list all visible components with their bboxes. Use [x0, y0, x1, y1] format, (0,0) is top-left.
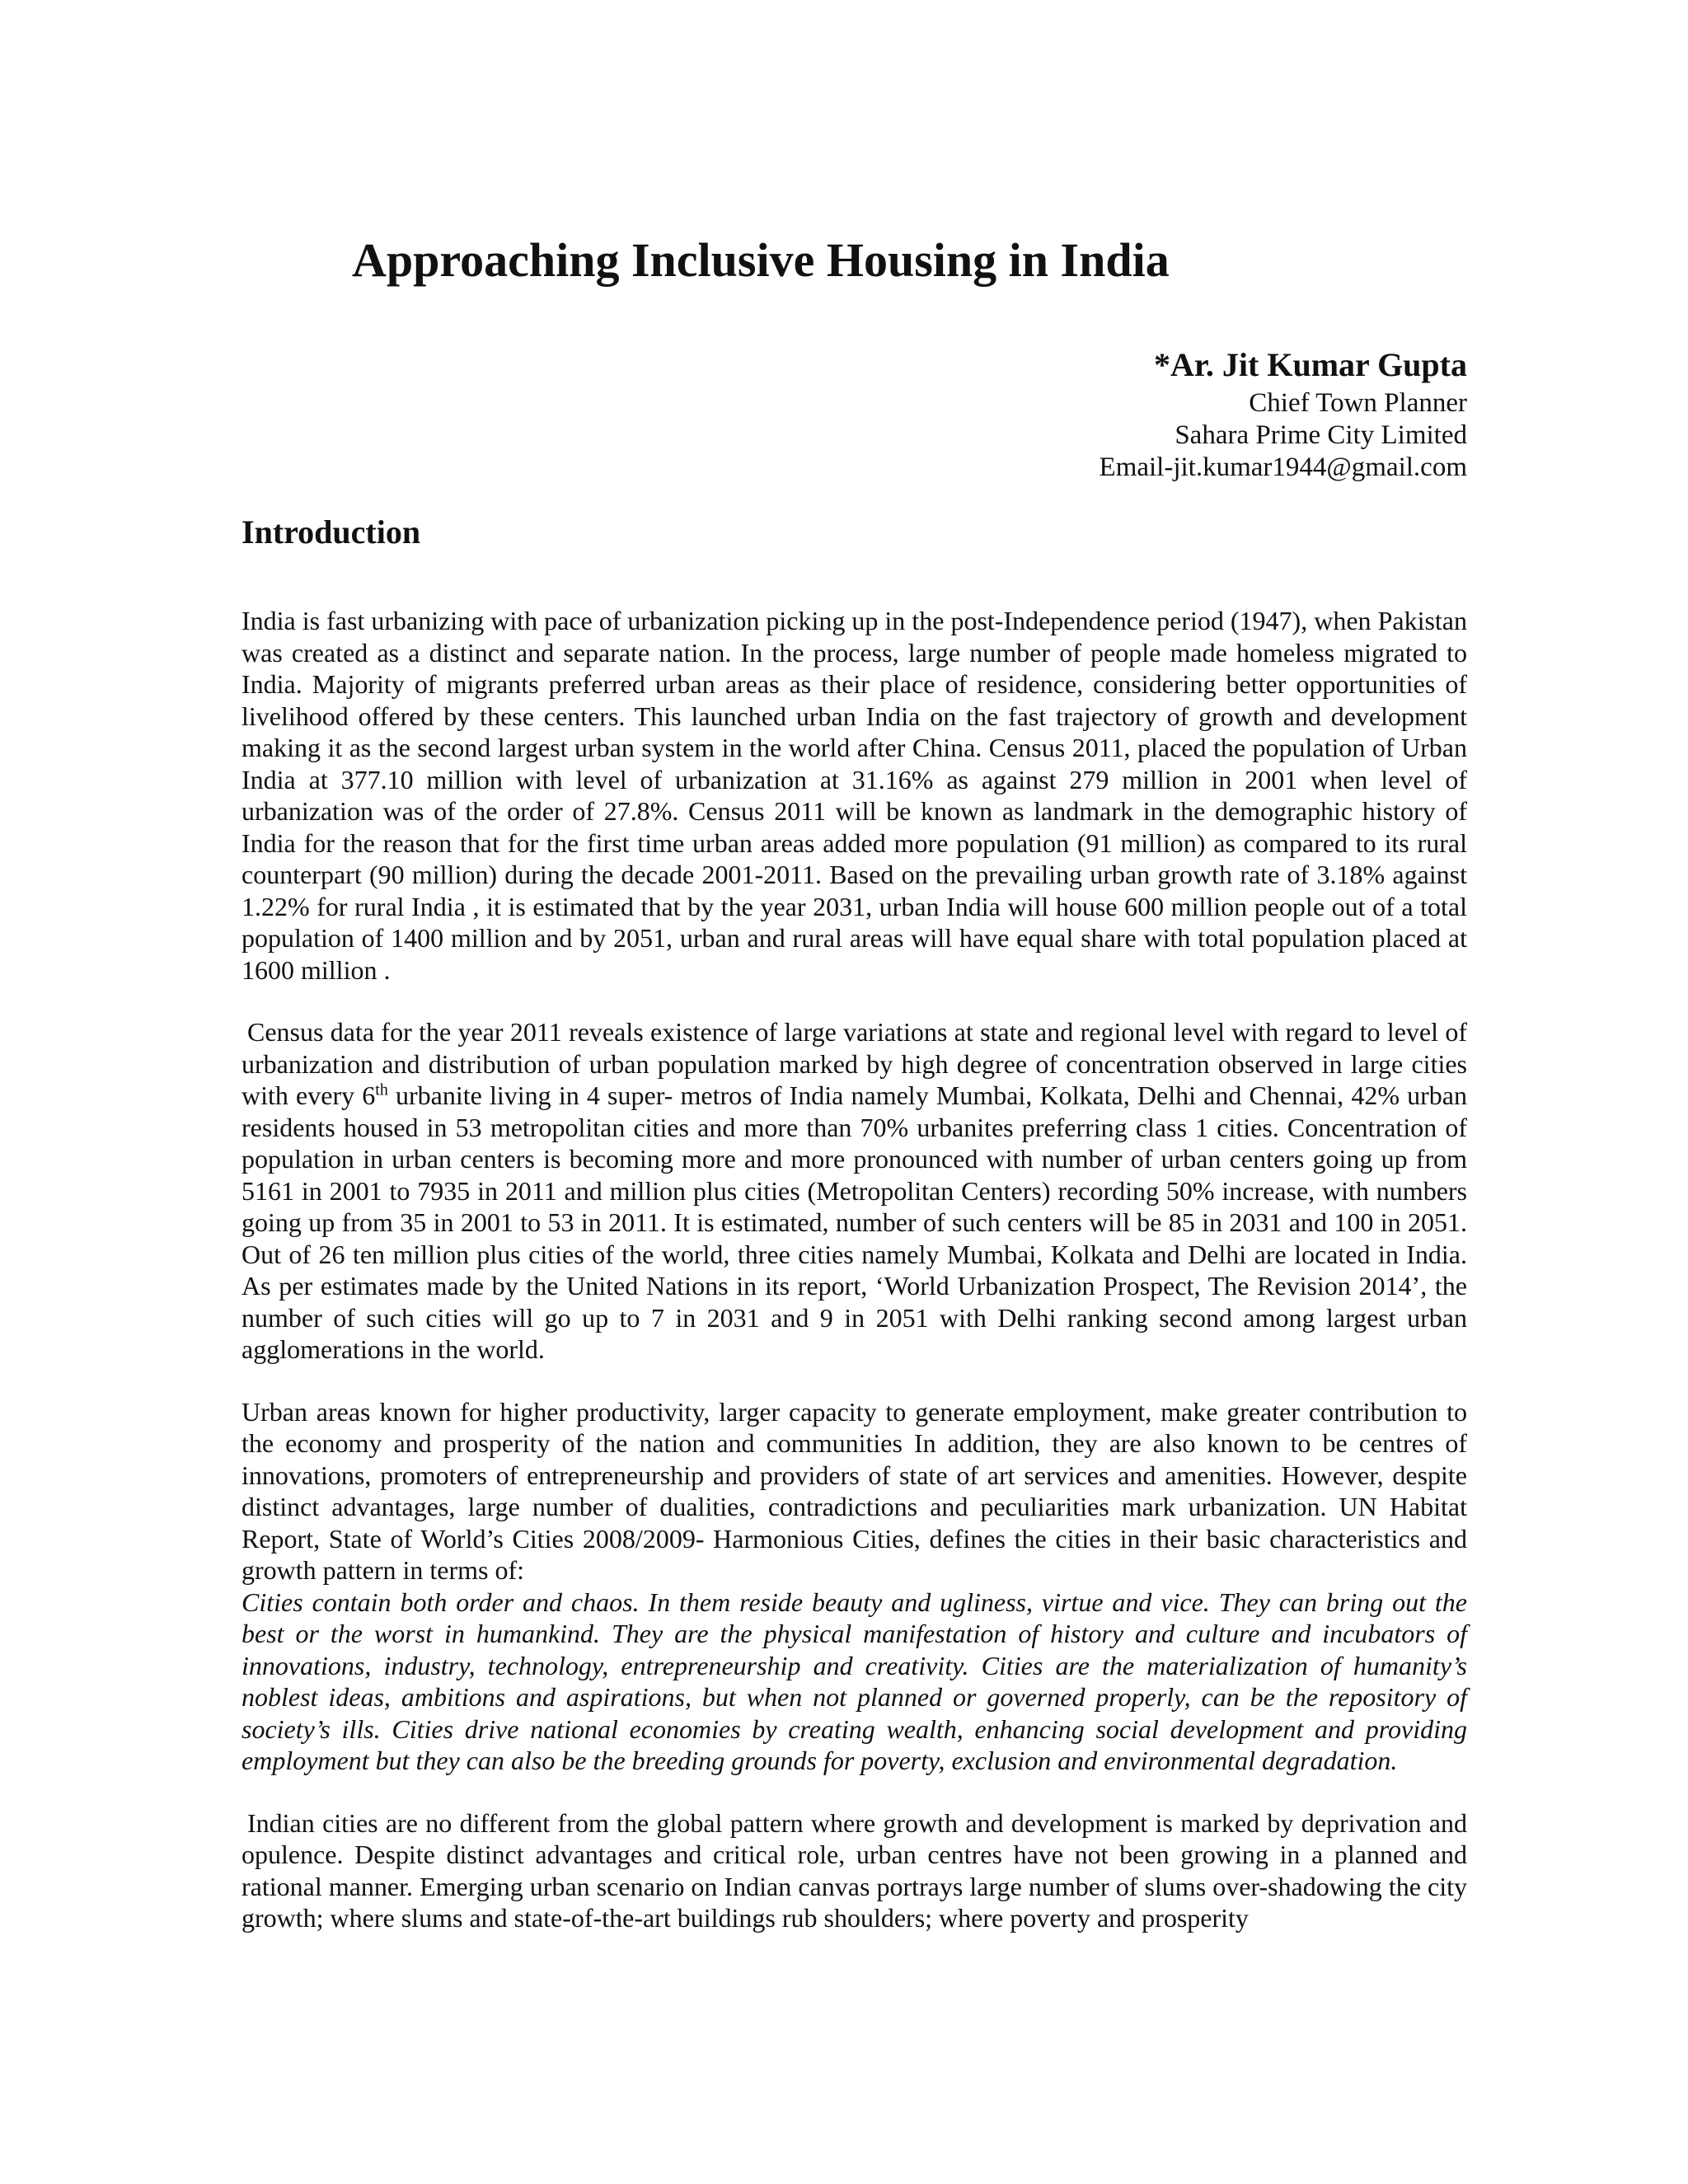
author-name: *Ar. Jit Kumar Gupta [1153, 346, 1467, 383]
document-title: Approaching Inclusive Housing in India [352, 233, 1170, 287]
paragraph-census-text-end: urbanite living in 4 super- metros of India namely Mumbai, Kolkata, Delhi and Chennai, 42% urban residents housed in 53 metropolitan cities and more than 70% urbanites preferring class 1 cities. Concentration of population in urban centers is becoming more and more pronounced with number of urban centers going up from 5161 in 2001 to 7935 in 2011 and million plus cities (Metropolitan Centers) recording 50% increase, with numbers going up from 35 in 2001 to 53 in 2011. It is estimated, number of such centers will be 85 in 2031 and 100 in 2051. Out of 26 ten million plus cities of the world, three cities namely Mumbai, Kolkata and Delhi are located in India. As per estimates made by the United Nations in its report, ‘World Urbanization Prospect, The Revision 2014’, the number of such cities will go up to 7 in 2031 and 9 in 2051 with Delhi ranking second among largest urban agglomerations in the world. [241, 1080, 1468, 1364]
document-body [241, 511, 1467, 1965]
section-heading-introduction: Introduction [241, 513, 421, 551]
paragraph-urban-productivity: Urban areas known for higher productivity, larger capacity to generate employment, make greater contribution to the economy and prosperity of the nation and communities In addition, they are also known to be centres of innovations, promoters of entrepreneurship and providers of state of art services and amenities. However, despite distinct advantages, large number of dualities, contradictions and peculiarities mark urbanization. UN Habitat Report, State of World’s Cities 2008/2009- Harmonious Cities, defines the cities in their basic characteristics and growth pattern in terms of: [241, 1396, 1467, 1585]
quote-un-habitat: Cities contain both order and chaos. In them reside beauty and ugliness, virtue and vice. They can bring out the best or the worst in humankind. They are the physical manifestation of history and culture and incubators of innovations, industry, technology, entrepreneurship and creativity. Cities are the materialization of humanity’s noblest ideas, ambitions and aspirations, but when not planned or governed properly, can be the repository of society’s ills. Cities drive national economies by creating wealth, enhancing social development and providing employment but they can also be the breeding grounds for poverty, exclusion and environmental degradation. [241, 1586, 1467, 1775]
paragraph-urbanization-overview: India is fast urbanizing with pace of urbanization picking up in the post-Independence period (1947), when Pakistan was created as a distinct and separate nation. In the process, large number of people made homeless migrated to India. Majority of migrants preferred urban areas as their place of residence, considering better opportunities of livelihood offered by these centers. This launched urban India on the fast trajectory of growth and development making it as the second largest urban system in the world after China. Census 2011, placed the population of Urban India at 377.10 million with level of urbanization at 31.16% as against 279 million in 2001 when level of urbanization was of the order of 27.8%. Census 2011 will be known as landmark in the demographic history of India for the reason that for the first time urban areas added more population (91 million) as compared to its rural counterpart (90 million) during the decade 2001-2011. Based on the prevailing urban growth rate of 3.18% against 1.22% for rural India , it is estimated that by the year 2031, urban India will house 600 million people out of a total population of 1400 million and by 2051, urban and rural areas will have equal share with total population placed at 1600 million . [241, 606, 1467, 985]
author-role: Chief Town Planner [1249, 388, 1467, 418]
paragraph-indian-cities: Indian cities are no different from the global pattern where growth and development is marked by deprivation and opulence. Despite distinct advantages and critical role, urban centres have not been growing in a planned and rational manner. Emerging urban scenario on Indian canvas portrays large number of slums over-shadowing the city growth; where slums and state-of-the-art buildings rub shoulders; where poverty and prosperity [241, 1807, 1467, 1933]
paragraph-census-variations [241, 1016, 1467, 1366]
author-email: Email-jit.kumar1944@gmail.com [1099, 452, 1467, 482]
author-organization: Sahara Prime City Limited [1175, 420, 1467, 450]
ordinal-superscript: th [375, 1080, 388, 1099]
paragraph-census-text-start: Census data for the year 2011 reveals existence of large variations at state and regional level with regard to level of urbanization and distribution of urban population marked by high degree of concentration observed in large cities with every 6 [241, 1017, 1467, 1110]
author-block [1100, 344, 1467, 484]
